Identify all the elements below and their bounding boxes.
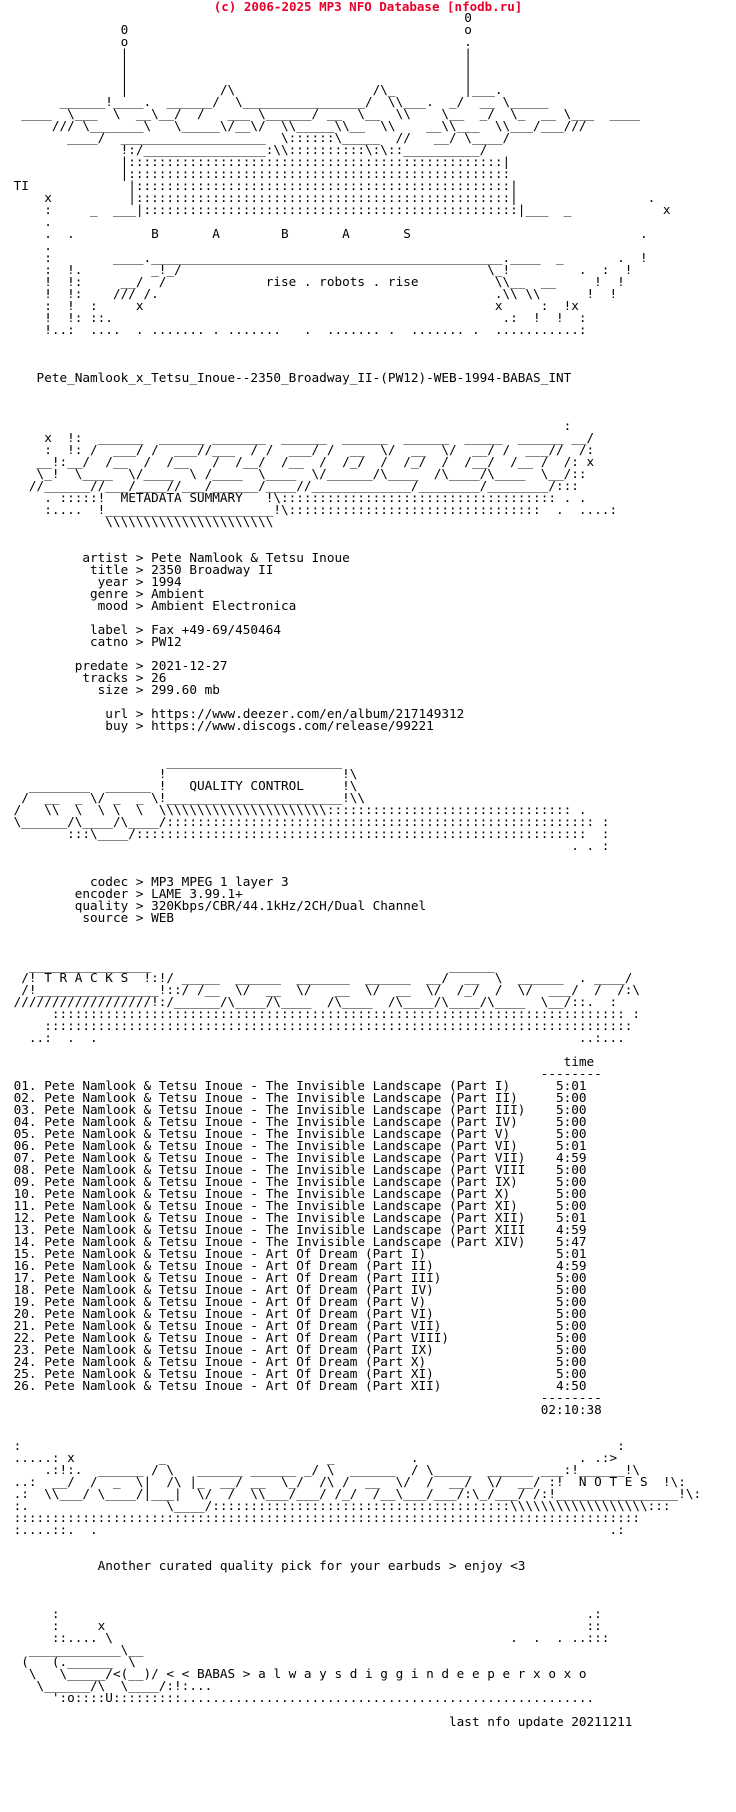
nfo-line: x |:::::::::::::::::::::::::::::::::::::::::::::::::| . <box>6 190 656 205</box>
nfo-line: : x :: <box>6 1618 602 1633</box>
nfo-line: . <box>6 214 52 229</box>
nfo-line: 07. Pete Namlook & Tetsu Inoue - The Invisible Landscape (Part VII) 4:59 <box>6 1150 587 1165</box>
nfo-line: \______/\ \____/:!:... <box>6 1678 213 1693</box>
nfo-line: 11. Pete Namlook & Tetsu Inoue - The Invisible Landscape (Part XI) 5:00 <box>6 1198 587 1213</box>
nfo-line: 09. Pete Namlook & Tetsu Inoue - The Invisible Landscape (Part IX) 5:00 <box>6 1174 587 1189</box>
nfo-line: \ \_____/<(__)/ < < BABAS > a l w a y s d i g g i n d e e p e r x o x o <box>6 1666 587 1681</box>
nfo-line: buy > https://www.discogs.com/release/99221 <box>6 718 434 733</box>
nfo-line: -------- <box>6 1390 602 1405</box>
nfo-line: |:::::::::::::::::::::::::::::::::::::::::::::::::| <box>6 154 511 169</box>
nfo-line: 23. Pete Namlook & Tetsu Inoue - Art Of Dream (Part IX) 5:00 <box>6 1342 587 1357</box>
nfo-line: 25. Pete Namlook & Tetsu Inoue - Art Of Dream (Part XI) 5:00 <box>6 1366 587 1381</box>
nfo-line: ________________ ______ <box>6 958 495 973</box>
nfo-line: 26. Pete Namlook & Tetsu Inoue - Art Of Dream (Part XII) 4:50 <box>6 1378 587 1393</box>
nfo-line: !:/________________:\\::::::::::\:\::__________/ <box>6 142 488 157</box>
nfo-line: __!:__/ /__ / /__ / /__/ /__ / /_/ / /_/ / /__/ /__ / /: x <box>6 454 595 469</box>
nfo-line: 22. Pete Namlook & Tetsu Inoue - Art Of Dream (Part VIII) 5:00 <box>6 1330 587 1345</box>
nfo-line: 18. Pete Namlook & Tetsu Inoue - Art Of Dream (Part IV) 5:00 <box>6 1282 587 1297</box>
nfo-line: . <box>6 238 52 253</box>
nfo-line: . . : <box>6 838 610 853</box>
nfo-line: ! !\ <box>6 766 358 781</box>
nfo-line: genre > Ambient <box>6 586 205 601</box>
site-header-title[interactable]: (c) 2006-2025 MP3 NFO Database [nfodb.ru] <box>213 0 523 14</box>
nfo-line: 10. Pete Namlook & Tetsu Inoue - The Invisible Landscape (Part X) 5:00 <box>6 1186 587 1201</box>
nfo-line: 02:10:38 <box>6 1402 602 1417</box>
nfo-line: size > 299.60 mb <box>6 682 220 697</box>
nfo-line: _______________________ <box>6 754 343 769</box>
nfo-line: !..: .... . ....... . ....... . ....... . ....... . ...........: <box>6 322 587 337</box>
nfo-line: 21. Pete Namlook & Tetsu Inoue - Art Of Dream (Part VII) 5:00 <box>6 1318 587 1333</box>
nfo-line: | /\ /\_ |___. <box>6 82 503 97</box>
nfo-line: \______/\____/\____/:::::::::::::::::::::::::::::::::::::::::::::::::::::::: : <box>6 814 610 829</box>
nfo-line: time <box>6 1054 595 1069</box>
nfo-line: 20. Pete Namlook & Tetsu Inoue - Art Of Dream (Part VI) 5:00 <box>6 1306 587 1321</box>
nfo-line: x !: ______ ______ _______ ______ ______ ______ _____ ______ __/ <box>6 430 595 445</box>
nfo-line: . . B A B A S . <box>6 226 648 241</box>
nfo-line: ! !: __/ / rise . robots . rise \\__ __ ! ! <box>6 274 625 289</box>
nfo-line: codec > MP3 MPEG 1 layer 3 <box>6 874 289 889</box>
nfo-line: : !. _!_/ \_! . : ! <box>6 262 633 277</box>
nfo-line: o . <box>6 34 472 49</box>
nfo-line: 06. Pete Namlook & Tetsu Inoue - The Invisible Landscape (Part VI) 5:01 <box>6 1138 587 1153</box>
nfo-line: 01. Pete Namlook & Tetsu Inoue - The Invisible Landscape (Part I) 5:01 <box>6 1078 587 1093</box>
nfo-line: ::::::::::::::::::::::::::::::::::::::::::::::::::::::::::::::::::::::::::::: <box>6 1018 633 1033</box>
nfo-line: //////////////////!:/______/\____/\____ /\____ /\____/\____/\____ \__/::. : <box>6 994 618 1009</box>
nfo-line: ____ \___ \ __\__/ / ___ \______/ __ \__ \\ \__ _/ \_ __ \___ ____ <box>6 106 640 121</box>
nfo-line: 15. Pete Namlook & Tetsu Inoue - Art Of Dream (Part I) 5:01 <box>6 1246 587 1261</box>
nfo-line: ! !: ::. .: ! ! : <box>6 310 587 325</box>
nfo-line: : ! : x x : !x <box>6 298 579 313</box>
nfo-line: TI |:::::::::::::::::::::::::::::::::::::::::::::::::| <box>6 178 518 193</box>
nfo-body <box>6 12 701 1728</box>
nfo-line: 0 <box>6 10 472 25</box>
nfo-line: | | <box>6 70 472 85</box>
nfo-line: \_! \____ \/____ \ /____ \____ \/______/\____ /\____/\____ \__/:: <box>6 466 587 481</box>
nfo-line: //______//___/____//___/______/____//_____________/________/________/::: <box>6 478 579 493</box>
nfo-line: 19. Pete Namlook & Tetsu Inoue - Art Of Dream (Part V) 5:00 <box>6 1294 587 1309</box>
nfo-line: 03. Pete Namlook & Tetsu Inoue - The Invisible Landscape (Part III) 5:00 <box>6 1102 587 1117</box>
nfo-line: 17. Pete Namlook & Tetsu Inoue - Art Of Dream (Part III) 5:00 <box>6 1270 587 1285</box>
nfo-line: . :::::! METADATA SUMMARY !\:::::::::::::::::::::::::::::::::::: . . <box>6 490 587 505</box>
nfo-line: Pete_Namlook_x_Tetsu_Inoue--2350_Broadway_II-(PW12)-WEB-1994-BABAS_INT <box>6 370 572 385</box>
nfo-line: label > Fax +49-69/450464 <box>6 622 281 637</box>
nfo-line: ( (.______ \ <box>6 1654 136 1669</box>
nfo-line: : <box>6 418 572 433</box>
nfo-line: ________ ______ ! QUALITY CONTROL !\ <box>6 778 358 793</box>
nfo-line: 14. Pete Namlook & Tetsu Inoue - The Invisible Landscape (Part XIV) 5:47 <box>6 1234 587 1249</box>
nfo-line: Another curated quality pick for your earbuds > enjoy <3 <box>6 1558 526 1573</box>
nfo-line: : !: / ___/ / ___//___ / / ___/ / __ \/ __ \/ __/ / ___// /: <box>6 442 595 457</box>
nfo-line: 16. Pete Namlook & Tetsu Inoue - Art Of Dream (Part II) 4:59 <box>6 1258 587 1273</box>
nfo-line: 13. Pete Namlook & Tetsu Inoue - The Invisible Landscape (Part XIII 4:59 <box>6 1222 587 1237</box>
nfo-line: /// \_______\ \_____\/__\/ \\_____\\__ \\ __\\___ \\___/___/// <box>6 118 587 133</box>
nfo-line: artist > Pete Namlook & Tetsu Inoue <box>6 550 350 565</box>
nfo-line: 12. Pete Namlook & Tetsu Inoue - The Invisible Landscape (Part XII) 5:01 <box>6 1210 587 1225</box>
nfo-line: ____________\__ <box>6 1642 144 1657</box>
nfo-line: /! T R A C K S !:!/ _____ ______ _______ ______ __/ __ \ ______ . ____/ <box>6 970 633 985</box>
nfo-line: ! !: /// /. .\\ \\ ! ! <box>6 286 618 301</box>
nfo-line: .....: x _ _ . . .:> <box>6 1450 618 1465</box>
nfo-line: ::.... \ . . . ..::: <box>6 1630 610 1645</box>
nfo-line: 05. Pete Namlook & Tetsu Inoue - The Invisible Landscape (Part V) 5:00 <box>6 1126 587 1141</box>
nfo-line: :. \____/:::::::::::::::::::::::::::::::::::::::\\\\\\\\\\\\\\\\\\::: <box>6 1498 671 1513</box>
nfo-line: 0 o <box>6 22 472 37</box>
nfo-line: / \\ \ \ \ \ \\\\\\\\\\\\\\\\\\\\\\:::::::::::::::::::::::::::::::: . <box>6 802 587 817</box>
nfo-line: : _ ___|:::::::::::::::::::::::::::::::::::::::::::::::::|___ _ x <box>6 202 671 217</box>
nfo-line: quality > 320Kbps/CBR/44.1kHz/2CH/Dual Channel <box>6 898 427 913</box>
nfo-line: 24. Pete Namlook & Tetsu Inoue - Art Of Dream (Part X) 5:00 <box>6 1354 587 1369</box>
nfo-line: :.... !______________________!\::::::::::::::::::::::::::::::::: . ....: <box>6 502 618 517</box>
nfo-line: catno > PW12 <box>6 634 182 649</box>
nfo-line: encoder > LAME 3.99.1+ <box>6 886 243 901</box>
nfo-line: :::\____/::::::::::::::::::::::::::::::::::::::::::::::::::::::::::: : <box>6 826 610 841</box>
nfo-line: year > 1994 <box>6 574 182 589</box>
nfo-line: :....::. . .: <box>6 1522 625 1537</box>
nfo-line: .: \\___/ \____/|___| \/ / \\___/___/ /_/ /__\___/___/:\_/___/ /:!________________!\: <box>6 1486 702 1501</box>
nfo-line: 08. Pete Namlook & Tetsu Inoue - The Invisible Landscape (Part VIII 5:00 <box>6 1162 587 1177</box>
nfo-line: last nfo update 20211211 <box>6 1714 633 1729</box>
nfo-line: : .: <box>6 1606 602 1621</box>
nfo-line: \\\\\\\\\\\\\\\\\\\\\\ <box>6 514 274 529</box>
nfo-line: : : <box>6 1438 625 1453</box>
nfo-line: predate > 2021-12-27 <box>6 658 228 673</box>
nfo-line: title > 2350 Broadway II <box>6 562 274 577</box>
nfo-line: /!________________!::/ /__ \/ __ \/ __ \/ __ \/ /_/ / \/ ___/ / /:\ <box>6 982 640 997</box>
nfo-line: | | <box>6 58 472 73</box>
nfo-line: :::::::::::::::::::::::::::::::::::::::::::::::::::::::::::::::::::::::::::::::::: <box>6 1510 640 1525</box>
nfo-line: |:::::::::::::::::::::::::::::::::::::::::::::::::: <box>6 166 511 181</box>
nfo-line: ..: . . ..:... <box>6 1030 625 1045</box>
nfo-line: ::::::::::::::::::::::::::::::::::::::::::::::::::::::::::::::::::::::::::: : <box>6 1006 640 1021</box>
nfo-line: tracks > 26 <box>6 670 167 685</box>
nfo-line: ____/ ___________________ \::::::\_____ // __/ \____/ <box>6 130 511 145</box>
nfo-line: 04. Pete Namlook & Tetsu Inoue - The Invisible Landscape (Part IV) 5:00 <box>6 1114 587 1129</box>
nfo-line: : ____.______________________________________________.____ _ . ! <box>6 250 648 265</box>
nfo-line: ':o::::U:::::::::...................................................... <box>6 1690 595 1705</box>
nfo-line: url > https://www.deezer.com/en/album/217149312 <box>6 706 465 721</box>
nfo-line: ..: __/ / _ \| /\ |_ __/ __ \_/ /\ / __ \/ / __/ \/ __/ :! N O T E S !\: <box>6 1474 686 1489</box>
nfo-line: .:!:. ______ / \ ______ ______ _/ \ ______ / \_____ ______ ___:!______!\ <box>6 1462 640 1477</box>
nfo-line: -------- <box>6 1066 602 1081</box>
nfo-line: mood > Ambient Electronica <box>6 598 297 613</box>
nfo-line: ______!____. ______/ \________________/ \\___. _/ __ \_____ <box>6 94 549 109</box>
nfo-line: / __ _ \/ _ _ \!_______________________!\\ <box>6 790 366 805</box>
nfo-line: source > WEB <box>6 910 175 925</box>
nfo-line: | | <box>6 46 472 61</box>
nfo-line: 02. Pete Namlook & Tetsu Inoue - The Invisible Landscape (Part II) 5:00 <box>6 1090 587 1105</box>
